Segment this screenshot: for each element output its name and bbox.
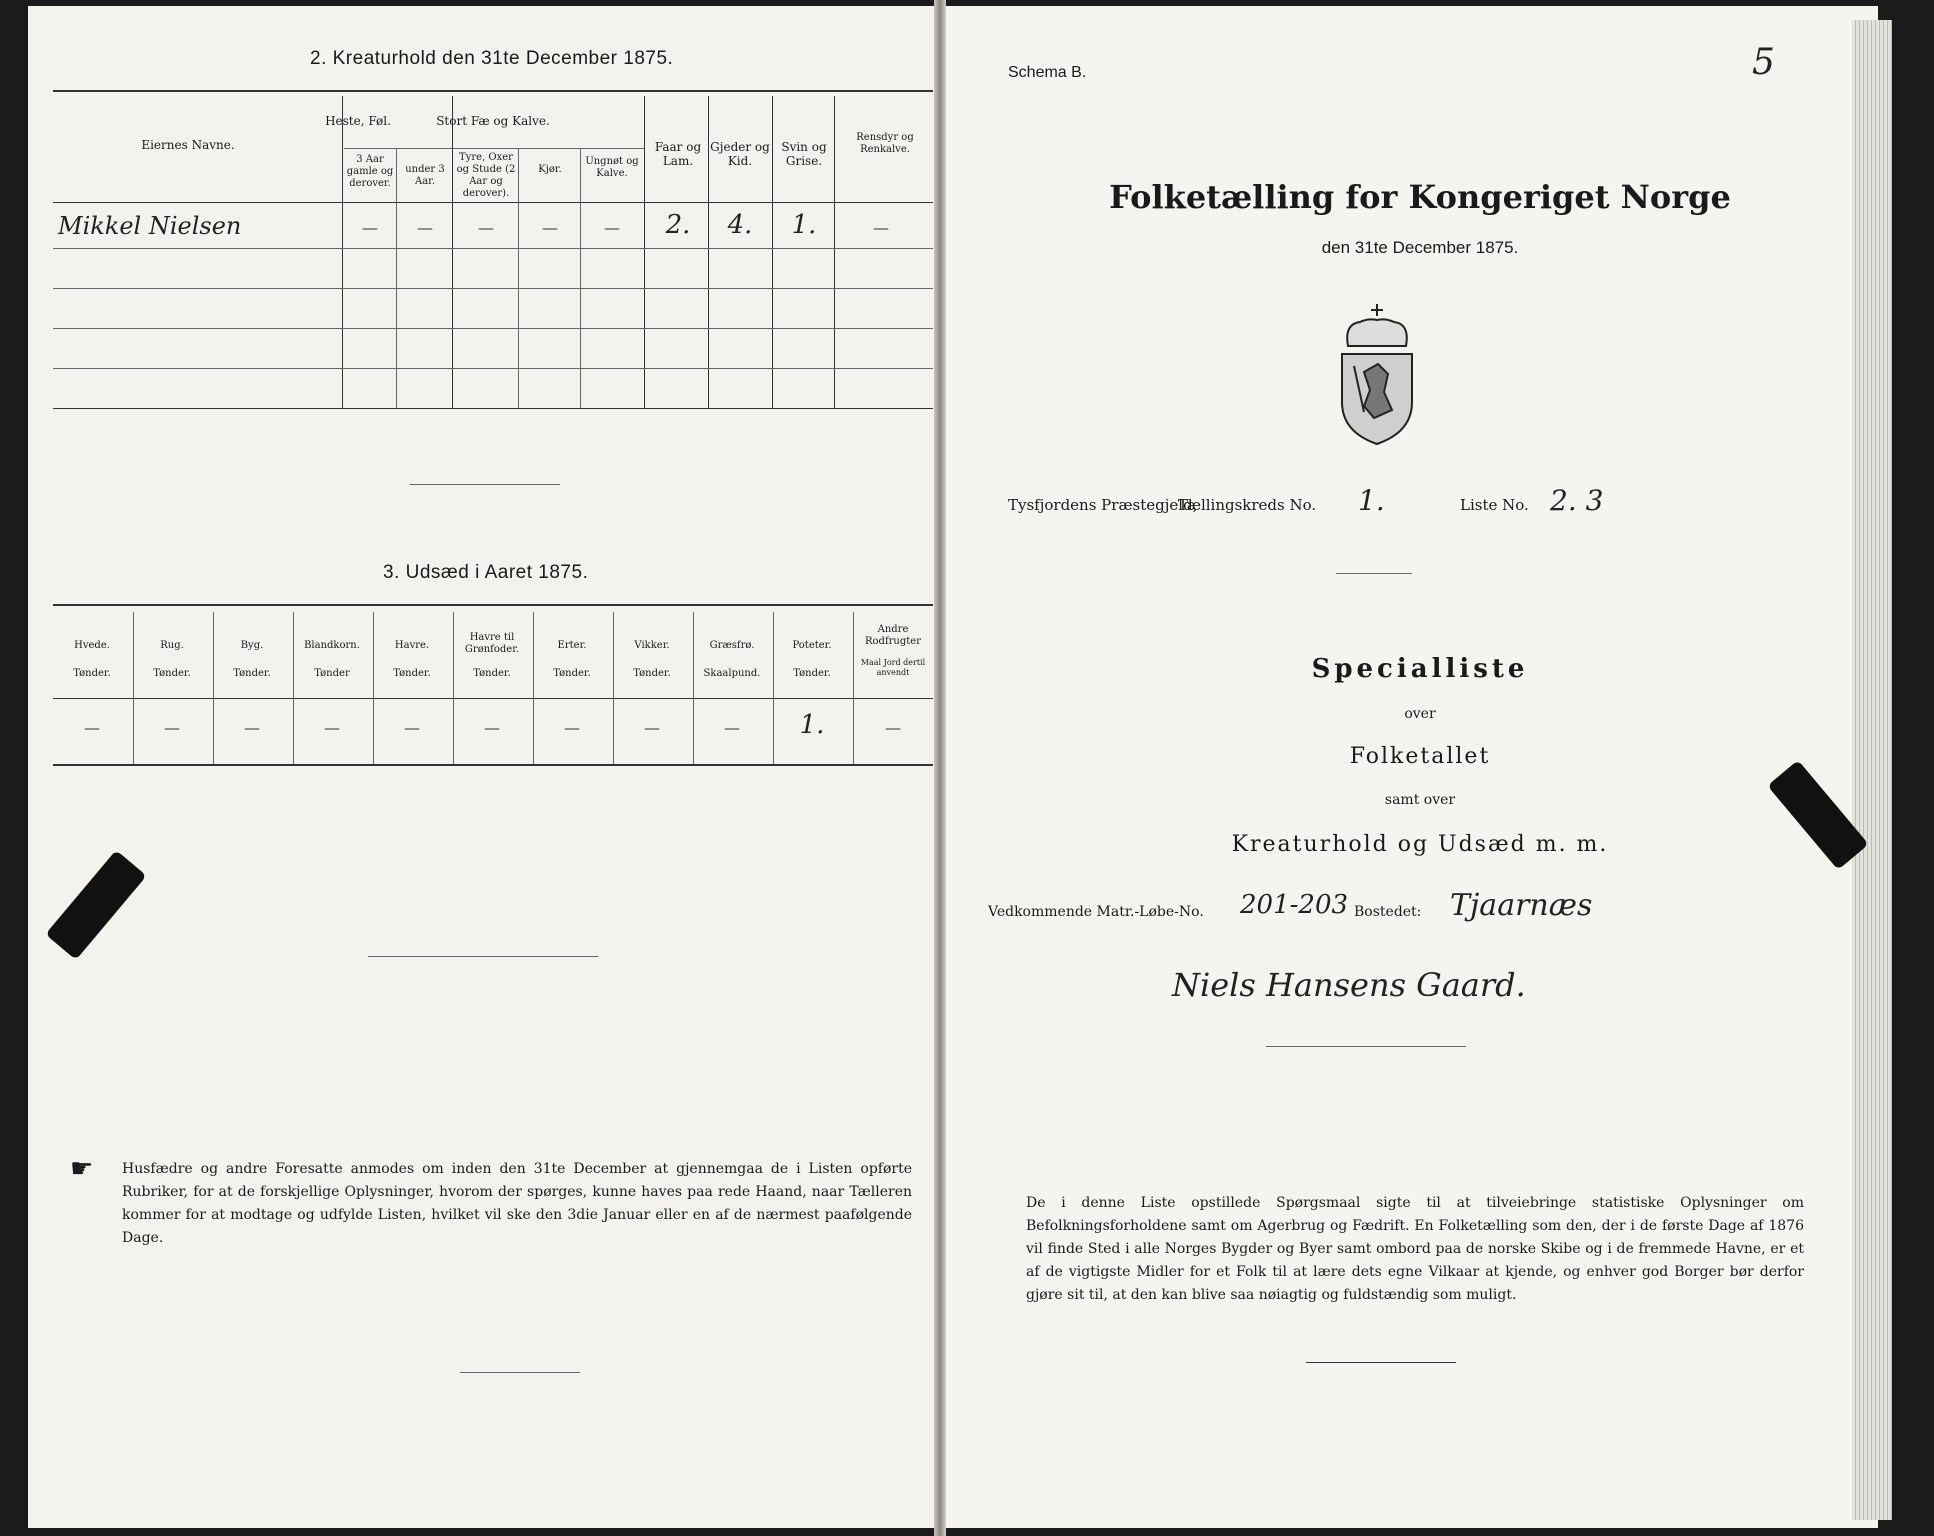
col-divider <box>518 148 519 408</box>
col-3aar: 3 Aar gamle og derover. <box>346 154 394 189</box>
table-top-rule <box>53 604 933 606</box>
table-top-rule <box>53 90 933 92</box>
text-over: over <box>1404 706 1436 722</box>
cell-value: 4. <box>727 210 753 240</box>
col-unit: Tønder. <box>153 668 191 679</box>
col-havre: Havre. <box>394 640 430 651</box>
section3-headers <box>53 612 933 692</box>
col-unit: Tønder <box>314 668 350 679</box>
col-tyre: Tyre, Oxer og Stude (2 Aar og derover). <box>456 152 516 199</box>
separator <box>1306 1362 1456 1363</box>
col-rensdyr: Rensdyr og Renkalve. <box>856 132 914 155</box>
coat-of-arms-icon <box>1334 302 1420 448</box>
separator <box>1266 1046 1466 1047</box>
bostedet-label: Bostedet: <box>1354 904 1422 920</box>
col-unit: Tønder. <box>73 668 111 679</box>
header-bottom-rule <box>53 202 933 203</box>
cell-value: — <box>478 218 494 237</box>
group-rule <box>344 148 644 149</box>
cell-value: — <box>324 718 340 737</box>
bostedet-value: Tjaarnæs <box>1450 888 1593 923</box>
section3-title: 3. Udsæd i Aaret 1875. <box>383 562 589 583</box>
group-stort-fae: Stort Fæ og Kalve. <box>436 114 550 128</box>
matr-label: Vedkommende Matr.-Løbe-No. <box>988 904 1204 920</box>
col-poteter: Poteter. <box>792 640 832 651</box>
col-unit: Tønder. <box>553 668 591 679</box>
schema-label: Schema B. <box>1008 64 1087 81</box>
section2-title: 2. Kreaturhold den 31te December 1875. <box>310 48 674 69</box>
col-divider <box>644 96 645 408</box>
page-edges <box>1852 20 1892 1520</box>
cell-value: — <box>873 218 889 237</box>
separator <box>1336 573 1412 574</box>
info-text: De i denne Liste opstillede Spørgsmaal sigte til at tilveiebringe statistiske Oplysninger om Befolkningsforholdene samt om Agerbrug og Fædrift. En Folketælling som den, der i de første Dage af 1876 vil finde Sted i alle Norges Bygder og Byer samt ombord paa de norske Skibe og i de fremmede Havne, er et af de vigtigste Midler for et Folk til at lære dets egne Vilkaar at kjende, og enhver god Borger bør derfor gjøre sit til, at den kan blive saa nøiagtig og fuldstændig som muligt. <box>1026 1195 1804 1303</box>
row-rule <box>53 328 933 329</box>
heading-specialliste: Specialliste <box>1311 654 1529 684</box>
cell-value: — <box>164 718 180 737</box>
text-kreaturhold: Kreaturhold og Udsæd m. m. <box>1231 832 1609 857</box>
col-ungnot: Ungnøt og Kalve. <box>585 156 639 179</box>
col-unit: Tønder. <box>793 668 831 679</box>
parish-label: Tysfjordens Præstegjeld, <box>1008 496 1198 514</box>
matr-value: 201-203 <box>1240 890 1349 920</box>
pointing-hand-icon: ☛ <box>70 1154 94 1184</box>
col-graesfro: Græsfrø. <box>709 640 755 651</box>
separator <box>410 484 560 485</box>
cell-value: — <box>484 718 500 737</box>
col-gjeder: Gjeder og Kid. <box>710 140 770 168</box>
cell-value: 2. <box>665 210 691 240</box>
cell-value: — <box>724 718 740 737</box>
row-rule <box>53 368 933 369</box>
district-value: 1. <box>1358 484 1385 517</box>
list-value: 2. 3 <box>1550 484 1604 517</box>
col-under3: under 3 Aar. <box>405 164 445 187</box>
cell-value: — <box>644 718 660 737</box>
left-page <box>28 6 940 1528</box>
col-hvede: Hvede. <box>74 640 110 651</box>
col-vikker: Vikker. <box>634 640 670 651</box>
cell-value: — <box>362 218 378 237</box>
separator <box>368 956 598 957</box>
table-bottom-rule <box>53 764 933 766</box>
main-title: Folketælling for Kongeriget Norge <box>1109 178 1731 216</box>
col-unit: Tønder. <box>393 668 431 679</box>
col-faar: Faar og Lam. <box>654 140 702 168</box>
col-havre-gronfoder: Havre til Grønfoder. <box>464 632 520 655</box>
col-blandkorn: Blandkorn. <box>304 640 360 651</box>
col-divider <box>396 148 397 408</box>
row-rule <box>53 288 933 289</box>
col-divider <box>708 96 709 408</box>
col-divider <box>580 148 581 408</box>
book-spine <box>934 0 946 1536</box>
list-label: Liste No. <box>1460 496 1529 514</box>
col-erter: Erter. <box>557 640 587 651</box>
col-andre-rodfrugter: Andre Rodfrugter <box>865 624 921 647</box>
page-number: 5 <box>1752 42 1775 83</box>
cell-value: 1. <box>791 210 817 240</box>
table-bottom-rule <box>53 408 933 409</box>
cell-value: — <box>404 718 420 737</box>
group-heste: Heste, Føl. <box>325 114 391 128</box>
farm-name: Niels Hansens Gaard. <box>1172 966 1526 1004</box>
separator <box>460 1372 580 1373</box>
col-unit: Tønder. <box>633 668 671 679</box>
col-divider <box>834 96 835 408</box>
col-divider <box>452 96 453 408</box>
cell-value: — <box>564 718 580 737</box>
col-rug: Rug. <box>160 640 184 651</box>
col-divider <box>342 96 343 408</box>
section3-row <box>53 710 933 758</box>
row-rule <box>53 248 933 249</box>
header-bottom-rule <box>53 698 933 699</box>
district-label: Tællingskreds No. <box>1178 496 1317 514</box>
cell-value: — <box>417 218 433 237</box>
text-folketallet: Folketallet <box>1349 744 1491 769</box>
cell-value: — <box>885 718 901 737</box>
col-byg: Byg. <box>240 640 264 651</box>
cell-value: 1. <box>799 710 825 740</box>
right-page <box>940 6 1878 1528</box>
text-samt-over: samt over <box>1384 792 1456 808</box>
col-svin: Svin og Grise. <box>781 140 827 168</box>
main-date: den 31te December 1875. <box>1321 238 1519 257</box>
cell-value: — <box>84 718 100 737</box>
col-unit: Maal Jord dertil anvendt <box>860 658 926 677</box>
notice-text: Husfædre og andre Foresatte anmodes om inden den 31te December at gjennemgaa de i Listen opførte Rubriker, for at de forskjellige Oplysninger, hvorom der spørges, kunne haves paa rede Haand, naar Tælleren kommer for at modtage og udfylde Listen, hvilket vil ske den 3die Januar eller en af de nærmest paafølgende Dage. <box>122 1161 912 1246</box>
col-unit: Skaalpund. <box>703 668 761 679</box>
col-kjor: Kjør. <box>538 164 562 175</box>
col-unit: Tønder. <box>473 668 511 679</box>
owner-header: Eiernes Navne. <box>141 138 235 152</box>
col-divider <box>772 96 773 408</box>
cell-value: — <box>604 218 620 237</box>
cell-value: — <box>244 718 260 737</box>
cell-value: — <box>542 218 558 237</box>
owner-name: Mikkel Nielsen <box>58 212 242 240</box>
col-unit: Tønder. <box>233 668 271 679</box>
